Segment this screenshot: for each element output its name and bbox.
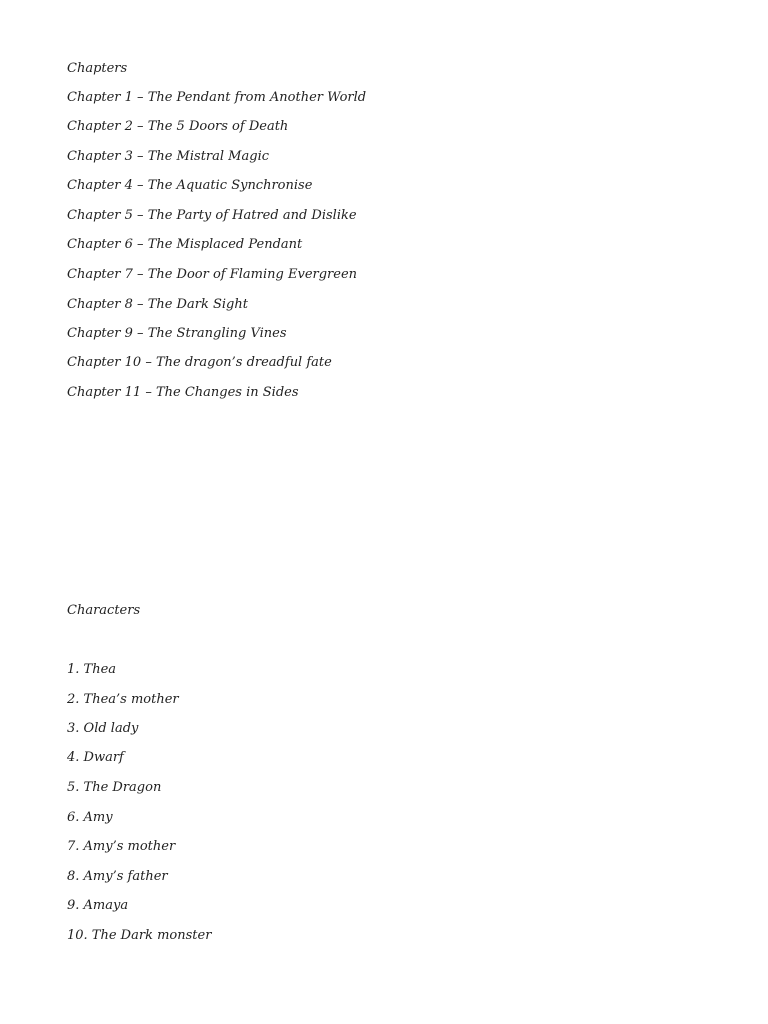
- chapter-item: Chapter 10 – The dragon’s dreadful fate: [67, 355, 332, 370]
- chapter-item: Chapter 6 – The Misplaced Pendant: [67, 237, 303, 252]
- character-item: 2. Thea’s mother: [67, 692, 179, 707]
- character-item: 1. Thea: [67, 662, 117, 677]
- character-item: 6. Amy: [67, 810, 113, 825]
- character-item: 9. Amaya: [67, 898, 129, 913]
- chapter-item: Chapter 3 – The Mistral Magic: [67, 149, 270, 164]
- chapter-item: Chapter 1 – The Pendant from Another World: [67, 90, 367, 105]
- chapter-item: Chapter 11 – The Changes in Sides: [67, 385, 299, 400]
- chapter-item: Chapter 2 – The 5 Doors of Death: [67, 119, 289, 134]
- chapters-heading: Chapters: [67, 61, 128, 76]
- chapter-item: Chapter 7 – The Door of Flaming Evergreen: [67, 267, 358, 282]
- character-item: 10. The Dark monster: [67, 928, 212, 943]
- chapter-item: Chapter 4 – The Aquatic Synchronise: [67, 178, 313, 193]
- character-item: 7. Amy’s mother: [67, 839, 176, 854]
- characters-heading: Characters: [67, 603, 141, 618]
- chapter-item: Chapter 8 – The Dark Sight: [67, 297, 248, 312]
- character-item: 4. Dwarf: [67, 750, 124, 765]
- character-item: 3. Old lady: [67, 721, 139, 736]
- chapter-item: Chapter 5 – The Party of Hatred and Dislike: [67, 208, 357, 223]
- character-item: 8. Amy’s father: [67, 869, 168, 884]
- chapter-item: Chapter 9 – The Strangling Vines: [67, 326, 287, 341]
- character-item: 5. The Dragon: [67, 780, 162, 795]
